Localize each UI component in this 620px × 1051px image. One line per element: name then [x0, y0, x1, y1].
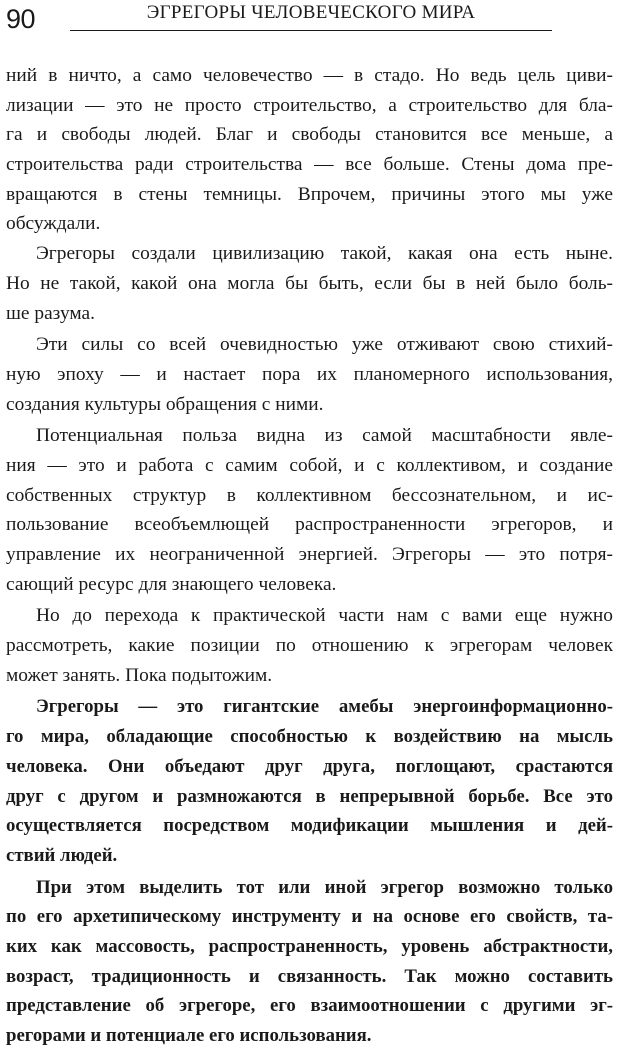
text-line: создания культуры обращения с ними. [6, 393, 324, 415]
text-line: управление их неограниченной энергией. Эгрегоры — это потря- [6, 544, 613, 565]
page-header [0, 0, 620, 40]
text-line: осуществляется посредством модификации мышления и дей- [6, 815, 613, 837]
text-line: собственных структур в коллективном бессознательном, и ис- [6, 484, 613, 506]
text-line: Эти силы со всей очевидностью уже отживают свою стихий- [36, 334, 613, 356]
text-line: регорами и потенциале его использования. [6, 1025, 372, 1046]
running-title: ЭГРЕГОРЫ ЧЕЛОВЕЧЕСКОГО МИРА [146, 2, 476, 23]
text-line: может занять. Пока подытожим. [6, 664, 273, 686]
text-line: Но до перехода к практической части нам с вами еще нужно [36, 605, 613, 627]
text-line: возраст, традиционность и связанность. Так можно составить [6, 965, 613, 987]
text-line: ную эпоху — и настает пора их планомерного использования, [6, 363, 613, 385]
paragraph [6, 239, 613, 328]
text-line: по его архетипическому инструменту и на основе его свойств, та- [6, 906, 613, 928]
page-number: 90 [6, 4, 36, 34]
text-line: Но не такой, какой она могла бы быть, если бы в ней было боль- [6, 272, 613, 294]
text-line: сающий ресурс для знающего человека. [6, 573, 337, 595]
paragraph [6, 330, 613, 419]
text-line: ния — это и работа с самим собой, и с коллективом, и создание [6, 454, 613, 476]
body-text [6, 61, 613, 1051]
text-line: ше разума. [6, 302, 95, 324]
text-line: пользование всеобъемлющей распространенности эгрегоров, и [6, 514, 613, 536]
text-line: строительства ради строительства — все больше. Стены дома пре- [6, 154, 613, 176]
bold-paragraph [6, 873, 613, 1051]
paragraph [6, 61, 613, 239]
text-line: го мира, обладающие способностью к воздействию на мысль [6, 726, 613, 748]
paragraph [6, 601, 613, 690]
text-line: обсуждали. [6, 213, 101, 235]
bold-paragraph [6, 692, 613, 870]
text-line: представление об эгрегоре, его взаимоотношении с другими эг- [6, 995, 613, 1017]
text-line: ких как массовость, распространенность, уровень абстрактности, [6, 935, 613, 957]
text-line: друг с другом и размножаются в непрерывной борьбе. Все это [6, 785, 613, 807]
text-line: человека. Они объедают друг друга, поглощают, срастаются [6, 755, 613, 777]
text-line: При этом выделить тот или иной эгрегор возможно только [36, 876, 613, 898]
text-line: рассмотреть, какие позиции по отношению к эгрегорам человек [6, 635, 613, 657]
text-line: лизации — это не просто строительство, а строительство для бла- [6, 94, 613, 116]
header-rule [70, 30, 552, 31]
text-line: ствий людей. [6, 844, 118, 866]
text-line: вращаются в стены темницы. Впрочем, причины этого мы уже [6, 183, 613, 205]
text-line: Эгрегоры — это гигантские амебы энергоинформационно- [36, 696, 613, 718]
text-line: Потенциальная польза видна из самой масштабности явле- [36, 425, 613, 447]
text-line: ний в ничто, а само человечество — в стадо. Но ведь цель циви- [6, 65, 613, 86]
paragraph [6, 421, 613, 599]
text-line: га и свободы людей. Благ и свободы становится все меньше, а [6, 124, 613, 146]
text-line: Эгрегоры создали цивилизацию такой, какая она есть ныне. [36, 243, 613, 265]
